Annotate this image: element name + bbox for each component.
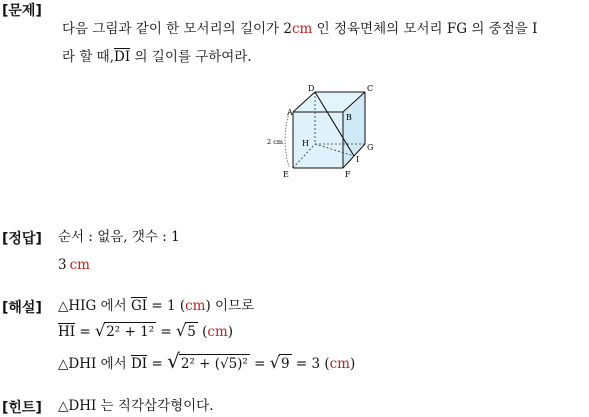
solution-eq-6: = 3 ( <box>291 356 330 372</box>
solution-text-2: ) 이므로 <box>205 298 255 314</box>
segment-gi: $\overline{GI}$ <box>130 298 148 314</box>
solution-text-1: △HIG 에서 <box>58 298 131 314</box>
solution-unit-3: cm <box>329 356 350 372</box>
problem-line-2 <box>62 48 252 66</box>
sqrt-icon: √ <box>176 321 187 340</box>
hint-text: △DHI 는 직각삼각형이다. <box>58 398 214 414</box>
answer-tag: [정답] <box>2 231 42 247</box>
segment-hi-label: $\overline{HI}$ <box>58 324 76 340</box>
problem-text-2: 인 정육면체의 모서리 FG 의 중점을 I <box>312 21 538 37</box>
front-face <box>293 112 343 168</box>
problem-line-1 <box>62 20 537 38</box>
solution-tag: [해설] <box>2 300 42 316</box>
answer-meta: 순서 : 없음, 갯수 : 1 <box>58 229 180 245</box>
solution-paren-open: ( <box>197 324 208 340</box>
label-c: C <box>367 84 374 93</box>
problem-text-1: 다음 그림과 같이 한 모서리의 길이가 <box>62 21 284 37</box>
solution-line-1 <box>58 297 254 315</box>
label-b: B <box>346 113 352 122</box>
edge-brace <box>285 113 289 167</box>
answer-unit: cm <box>69 257 90 273</box>
segment-di-label: $\overline{DI}$ <box>130 356 148 372</box>
radicand-1: 2² + 1² <box>106 324 155 340</box>
label-h: H <box>302 139 309 148</box>
solution-eq-3: = <box>156 324 177 340</box>
solution-line-3 <box>58 351 355 373</box>
sqrt-icon: √ <box>269 353 280 372</box>
problem-edge-unit: cm <box>291 21 313 37</box>
problem-text-3: 라 할 때, <box>62 49 114 65</box>
label-d: D <box>308 84 315 93</box>
segment-di: $\overline{DI}$ <box>114 49 131 65</box>
solution-text-3: △DHI 에서 <box>58 356 131 372</box>
radicand-2: 5 <box>187 324 196 340</box>
solution-paren-close: ) <box>227 324 234 340</box>
solution-eq-2: = <box>75 324 96 340</box>
hint-tag: [힌트] <box>2 400 42 416</box>
solution-eq-5: = <box>249 356 270 372</box>
sqrt-icon: √ <box>95 321 106 340</box>
label-a: A <box>287 108 293 117</box>
solution-unit-1: cm <box>185 298 206 314</box>
label-f: F <box>345 170 351 179</box>
problem-tag: [문제] <box>2 3 42 19</box>
sqrt-icon: √ <box>167 349 180 373</box>
solution-eq-4: = <box>147 356 168 372</box>
cube-figure <box>263 82 383 182</box>
solution-eq-1: = 1 ( <box>147 298 186 314</box>
label-i: I <box>356 155 360 164</box>
problem-edge-value: 2 <box>283 21 292 37</box>
label-g: G <box>367 143 374 152</box>
radicand-3: 2² + (√5)² <box>180 356 248 372</box>
radicand-4: 9 <box>280 356 290 372</box>
answer-value: 3 <box>58 257 67 273</box>
answer-value-line <box>58 256 90 274</box>
problem-text-4: 의 길이를 구하여라. <box>130 49 252 65</box>
solution-paren-close-2: ) <box>349 356 356 372</box>
solution-unit-2: cm <box>207 324 228 340</box>
solution-line-2 <box>58 322 233 341</box>
label-edge-length: 2 cm <box>267 138 284 146</box>
label-e: E <box>283 170 289 179</box>
